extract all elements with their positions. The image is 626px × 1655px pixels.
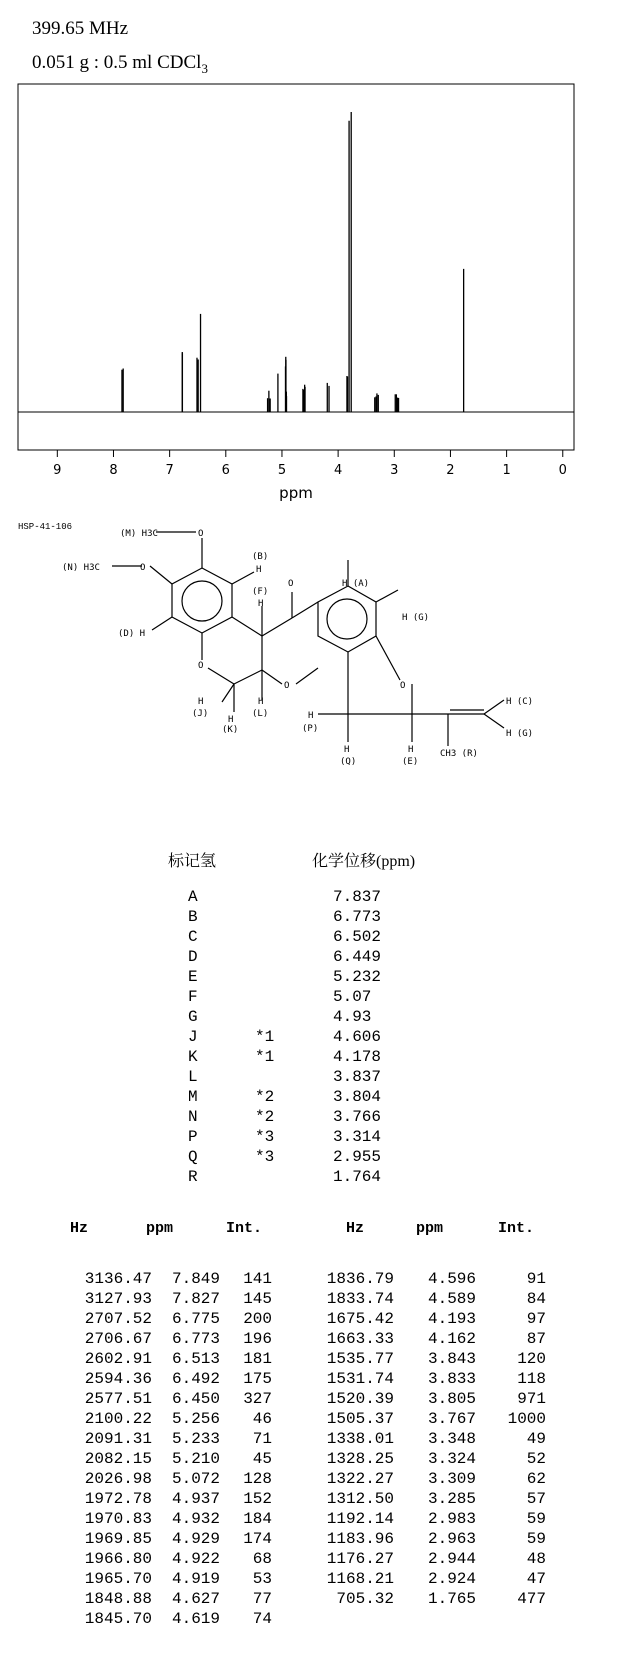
assignment-row	[0, 1128, 626, 1149]
assignment-ppm: 6.773	[333, 908, 382, 926]
peak-cell: 1972.78	[84, 1490, 152, 1508]
assignment-row	[0, 988, 626, 1009]
assignment-label: R	[188, 1168, 198, 1186]
assignment-row	[0, 1148, 626, 1169]
peak-cell: 118	[517, 1370, 546, 1388]
label-r: CH3 (R)	[440, 749, 478, 759]
peak-cell: 174	[243, 1530, 272, 1548]
peak-header-hz-left: Hz	[70, 1220, 89, 1237]
peak-cell: 1312.50	[326, 1490, 394, 1508]
peak-cell: 3.285	[427, 1490, 476, 1508]
assignment-ppm: 4.606	[333, 1028, 382, 1046]
peak-cell: 4.919	[171, 1570, 220, 1588]
assignment-ppm: 3.837	[333, 1068, 382, 1086]
peak-cell: 1520.39	[326, 1390, 394, 1408]
peak-cell: 4.932	[171, 1510, 220, 1528]
peak-cell: 3.833	[427, 1370, 476, 1388]
peak-cell: 1505.37	[326, 1410, 394, 1428]
peak-cell: 48	[526, 1550, 546, 1568]
label-k: (K)	[222, 725, 239, 735]
peak-cell: 1176.27	[326, 1550, 394, 1568]
assignment-note: *1	[255, 1028, 275, 1046]
assignment-label: M	[188, 1088, 198, 1106]
peak-cell: 1970.83	[84, 1510, 152, 1528]
assignment-row	[0, 968, 626, 989]
peak-cell: 5.233	[171, 1430, 220, 1448]
plot-frame	[18, 84, 574, 450]
assignment-row	[0, 1008, 626, 1029]
peak-cell: 3.348	[427, 1430, 476, 1448]
peak-cell: 2707.52	[84, 1310, 152, 1328]
peak-header-hz-right: Hz	[346, 1220, 365, 1237]
peak-cell: 2.924	[427, 1570, 476, 1588]
peak-cell: 87	[526, 1330, 546, 1348]
peak-cell: 3.309	[427, 1470, 476, 1488]
peak-cell: 1168.21	[326, 1570, 394, 1588]
peak-cell: 3.324	[427, 1450, 476, 1468]
peak-cell: 4.596	[427, 1270, 476, 1288]
label-d: (D) H	[118, 629, 146, 639]
peak-cell: 1338.01	[326, 1430, 394, 1448]
assignment-row	[0, 1108, 626, 1129]
x-axis-label: ppm	[279, 484, 313, 502]
peak-cell: 4.922	[171, 1550, 220, 1568]
peak-cell: 141	[243, 1270, 272, 1288]
peak-cell: 181	[243, 1350, 272, 1368]
assignment-ppm: 3.314	[333, 1128, 382, 1146]
label-g-bot: H (G)	[506, 729, 534, 739]
peak-cell: 7.849	[171, 1270, 220, 1288]
assignment-row	[0, 1048, 626, 1069]
assignment-ppm: 2.955	[333, 1148, 382, 1166]
atom-labels	[62, 529, 533, 767]
peak-cell: 62	[526, 1470, 546, 1488]
x-tick-label: 7	[165, 463, 174, 478]
assignment-note: *3	[255, 1148, 275, 1166]
h-k: H	[228, 715, 234, 725]
peak-cell: 4.589	[427, 1290, 476, 1308]
peak-cell: 47	[526, 1570, 546, 1588]
assignment-ppm: 1.764	[333, 1168, 382, 1186]
h-e: H	[408, 745, 414, 755]
sample-subscript: 3	[201, 60, 208, 76]
x-tick-label: 2	[446, 463, 455, 478]
label-l: (L)	[252, 709, 269, 719]
peak-cell: 1322.27	[326, 1470, 394, 1488]
oxygen-m: O	[198, 529, 204, 539]
peak-cell: 2100.22	[84, 1410, 152, 1428]
peak-cell: 152	[243, 1490, 272, 1508]
peak-cell: 1183.96	[326, 1530, 394, 1548]
peak-header-ppm-right: ppm	[416, 1220, 444, 1237]
peak-cell: 6.775	[171, 1310, 220, 1328]
peak-cell: 3.767	[427, 1410, 476, 1428]
peak-cell: 2706.67	[84, 1330, 152, 1348]
sample-text: 0.051 g : 0.5 ml CDCl	[32, 52, 202, 73]
peak-cell: 1675.42	[326, 1310, 394, 1328]
assignment-row	[0, 1068, 626, 1089]
peak-cell: 71	[252, 1430, 272, 1448]
assignment-ppm: 4.178	[333, 1048, 382, 1066]
peak-cell: 327	[243, 1390, 272, 1408]
peak-cell: 6.773	[171, 1330, 220, 1348]
spectrometer-frequency: 399.65 MHz	[32, 18, 129, 39]
assignment-ppm: 6.502	[333, 928, 382, 946]
label-j: (J)	[192, 709, 209, 719]
assignment-row	[0, 928, 626, 949]
peak-cell: 57	[526, 1490, 546, 1508]
assignment-row	[0, 1088, 626, 1109]
peak-cell: 6.492	[171, 1370, 220, 1388]
peak-cell: 971	[517, 1390, 546, 1408]
peak-cell: 77	[252, 1590, 272, 1608]
molecule-structure	[0, 529, 626, 780]
peak-cell: 4.193	[427, 1310, 476, 1328]
peak-cell: 1833.74	[326, 1290, 394, 1308]
x-tick-label: 4	[333, 463, 343, 478]
peak-cell: 74	[252, 1610, 272, 1628]
spectrum-id: HSP-41-106	[18, 522, 73, 532]
oxygen-furan: O	[400, 681, 406, 691]
label-p: (P)	[302, 724, 319, 734]
peak-cell: 1663.33	[326, 1330, 394, 1348]
label-f: (F)	[252, 587, 269, 597]
peak-cell: 1535.77	[326, 1350, 394, 1368]
oxygen-ring-b: O	[198, 661, 204, 671]
assignment-label: B	[188, 908, 198, 926]
peak-cell: 1328.25	[326, 1450, 394, 1468]
assignment-label: Q	[188, 1148, 198, 1166]
assignment-row	[0, 1168, 626, 1189]
peak-header-int-left: Int.	[226, 1220, 263, 1237]
peak-cell: 2594.36	[84, 1370, 152, 1388]
peak-cell: 1531.74	[326, 1370, 394, 1388]
peak-cell: 68	[252, 1550, 272, 1568]
label-a: H (A)	[342, 579, 370, 589]
assignment-label: F	[188, 988, 198, 1006]
peak-cell: 2577.51	[84, 1390, 152, 1408]
label-q: (Q)	[340, 757, 357, 767]
h-b: H	[256, 565, 262, 575]
peak-header-ppm-left: ppm	[146, 1220, 174, 1237]
assignment-label: G	[188, 1008, 198, 1026]
peak-cell: 46	[252, 1410, 272, 1428]
x-tick-label: 8	[109, 463, 118, 478]
peak-cell: 7.827	[171, 1290, 220, 1308]
h-p: H	[308, 711, 314, 721]
x-tick-label: 1	[502, 463, 511, 478]
assignment-ppm: 6.449	[333, 948, 382, 966]
label-e: (E)	[402, 757, 419, 767]
assignment-note: *2	[255, 1088, 275, 1106]
peak-cell: 4.162	[427, 1330, 476, 1348]
peak-cell: 3.805	[427, 1390, 476, 1408]
assignment-note: *2	[255, 1108, 275, 1126]
assignment-ppm: 7.837	[333, 888, 382, 906]
peak-cell: 6.513	[171, 1350, 220, 1368]
peak-cell: 3136.47	[84, 1270, 152, 1288]
x-tick-label: 3	[390, 463, 399, 478]
assignment-label: J	[188, 1028, 198, 1046]
label-m: (M) H3C	[120, 529, 158, 539]
peak-cell: 84	[526, 1290, 546, 1308]
peak-cell: 705.32	[336, 1590, 394, 1608]
peak-cell: 1966.80	[84, 1550, 152, 1568]
h-l: H	[258, 697, 264, 707]
assignment-row	[0, 908, 626, 929]
peak-cell: 5.210	[171, 1450, 220, 1468]
peak-cell: 2602.91	[84, 1350, 152, 1368]
assignment-row	[0, 1028, 626, 1049]
peak-cell: 2091.31	[84, 1430, 152, 1448]
assignment-header-shift: 化学位移(ppm)	[312, 853, 416, 870]
x-tick-label: 0	[558, 463, 567, 478]
peak-cell: 2082.15	[84, 1450, 152, 1468]
assignment-row	[0, 888, 626, 909]
assignment-ppm: 3.766	[333, 1108, 382, 1126]
peak-header-int-right: Int.	[498, 1220, 535, 1237]
peak-cell: 4.627	[171, 1590, 220, 1608]
peak-cell: 5.072	[171, 1470, 220, 1488]
carbonyl-o: O	[288, 579, 294, 589]
peak-cell: 120	[517, 1350, 546, 1368]
peak-series	[122, 112, 464, 412]
peak-cell: 1192.14	[326, 1510, 394, 1528]
peak-cell: 1.765	[427, 1590, 476, 1608]
assignment-row	[0, 948, 626, 969]
peak-cell: 4.937	[171, 1490, 220, 1508]
assignment-ppm: 5.232	[333, 968, 382, 986]
peak-cell: 196	[243, 1330, 272, 1348]
assignment-label: K	[188, 1048, 198, 1066]
peak-cell: 97	[526, 1310, 546, 1328]
peak-cell: 45	[252, 1450, 272, 1468]
h-j: H	[198, 697, 204, 707]
assignment-label: N	[188, 1108, 198, 1126]
peak-cell: 2026.98	[84, 1470, 152, 1488]
peak-cell: 59	[526, 1510, 546, 1528]
oxygen-ring-c: O	[284, 681, 290, 691]
peak-cell: 91	[526, 1270, 546, 1288]
peak-cell: 145	[243, 1290, 272, 1308]
peak-cell: 1969.85	[84, 1530, 152, 1548]
x-axis-ticks	[53, 450, 567, 478]
h-f: H	[258, 599, 264, 609]
peak-cell: 3.843	[427, 1350, 476, 1368]
assignment-note: *1	[255, 1048, 275, 1066]
peak-cell: 53	[252, 1570, 272, 1588]
assignment-label: E	[188, 968, 198, 986]
peak-cell: 49	[526, 1430, 546, 1448]
peak-cell: 5.256	[171, 1410, 220, 1428]
x-tick-label: 9	[53, 463, 62, 478]
peak-cell: 1845.70	[84, 1610, 152, 1628]
assignment-label: A	[188, 888, 198, 906]
assignment-header-label: 标记氢	[168, 853, 217, 870]
assignment-ppm: 4.93	[333, 1008, 372, 1026]
peak-cell: 184	[243, 1510, 272, 1528]
oxygen-n: O	[140, 563, 146, 573]
peak-cell: 2.983	[427, 1510, 476, 1528]
label-c: H (C)	[506, 697, 534, 707]
label-b: (B)	[252, 552, 269, 562]
peak-cell: 4.619	[171, 1610, 220, 1628]
assignment-ppm: 3.804	[333, 1088, 382, 1106]
x-tick-label: 5	[277, 463, 287, 478]
h-q: H	[344, 745, 350, 755]
peak-cell: 3127.93	[84, 1290, 152, 1308]
peak-cell: 52	[526, 1450, 546, 1468]
peak-cell: 1000	[507, 1410, 546, 1428]
label-n: (N) H3C	[62, 563, 100, 573]
peak-cell: 59	[526, 1530, 546, 1548]
assignment-label: C	[188, 928, 198, 946]
assignment-note: *3	[255, 1128, 275, 1146]
peak-cell: 2.944	[427, 1550, 476, 1568]
peak-cell: 4.929	[171, 1530, 220, 1548]
peak-cell: 1848.88	[84, 1590, 152, 1608]
assignment-ppm: 5.07	[333, 988, 372, 1006]
peak-cell: 128	[243, 1470, 272, 1488]
x-tick-label: 6	[221, 463, 230, 478]
assignment-label: L	[188, 1068, 198, 1086]
peak-cell: 1965.70	[84, 1570, 152, 1588]
peak-cell: 175	[243, 1370, 272, 1388]
assignment-label: P	[188, 1128, 198, 1146]
nmr-spectrum-chart	[0, 0, 626, 520]
peak-cell: 2.963	[427, 1530, 476, 1548]
peak-cell: 200	[243, 1310, 272, 1328]
peak-cell: 6.450	[171, 1390, 220, 1408]
assignment-label: D	[188, 948, 198, 966]
label-g-top: H (G)	[402, 613, 430, 623]
peak-cell: 1836.79	[326, 1270, 394, 1288]
peak-cell: 477	[517, 1590, 546, 1608]
